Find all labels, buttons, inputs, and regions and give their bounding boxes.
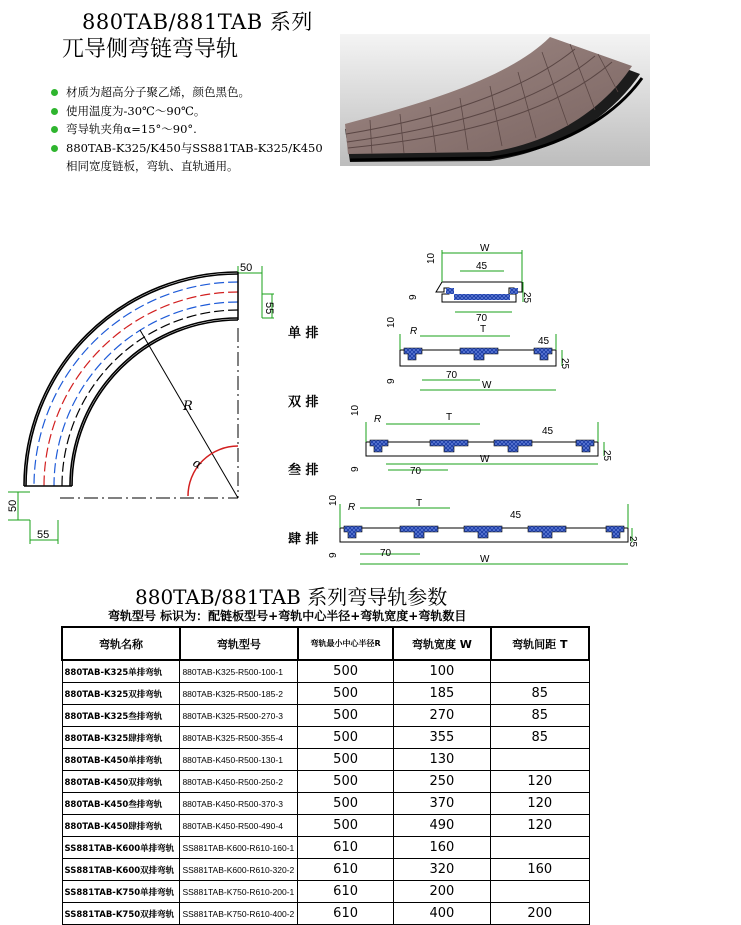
- col-header-model: 弯轨型号: [180, 627, 298, 660]
- table-row: [62, 793, 589, 815]
- cell-model: SS881TAB-K600-R610-320-2: [180, 859, 298, 881]
- cell-model: SS881TAB-K600-R610-160-1: [180, 837, 298, 859]
- radius-label: R: [183, 399, 193, 414]
- cell-spacing: 160: [491, 859, 589, 881]
- cell-radius: 500: [298, 660, 393, 683]
- cell-model: 880TAB-K450-R500-370-3: [180, 793, 298, 815]
- svg-text:25: 25: [521, 292, 532, 304]
- svg-text:9: 9: [408, 294, 419, 300]
- table-row: [62, 837, 589, 859]
- row-label-single: 单 排: [288, 326, 319, 341]
- svg-text:10: 10: [386, 316, 397, 328]
- cell-name: 880TAB-K450双排弯轨: [62, 771, 180, 793]
- svg-text:R: R: [374, 414, 382, 425]
- cell-name: 880TAB-K325肆排弯轨: [62, 727, 180, 749]
- row-label-triple: 叁 排: [288, 463, 319, 478]
- feature-list: [48, 83, 323, 176]
- svg-text:W: W: [480, 243, 490, 254]
- cell-spacing: 85: [491, 683, 589, 705]
- cell-model: 880TAB-K325-R500-100-1: [180, 660, 298, 683]
- cell-name: 880TAB-K325叁排弯轨: [62, 705, 180, 727]
- svg-text:9: 9: [328, 552, 339, 558]
- profile-quad: [328, 494, 638, 565]
- dim-top: 50: [240, 262, 253, 274]
- cell-radius: 500: [298, 815, 393, 837]
- svg-text:45: 45: [542, 426, 554, 437]
- table-row: [62, 749, 589, 771]
- product-photo: [340, 34, 650, 166]
- dim-bottom: 55: [37, 529, 50, 541]
- section-title: 880TAB/881TAB 系列弯导轨参数: [135, 585, 448, 609]
- table-row: [62, 771, 589, 793]
- cell-width: 130: [393, 749, 490, 771]
- cell-name: 880TAB-K325单排弯轨: [62, 660, 180, 683]
- svg-text:T: T: [480, 324, 487, 335]
- svg-text:25: 25: [627, 536, 638, 548]
- cell-spacing: 120: [491, 815, 589, 837]
- table-row: [62, 705, 589, 727]
- cell-width: 320: [393, 859, 490, 881]
- angle-label: α: [190, 455, 205, 472]
- cell-model: 880TAB-K450-R500-250-2: [180, 771, 298, 793]
- cell-model: 880TAB-K450-R500-130-1: [180, 749, 298, 771]
- table-row: [62, 660, 589, 683]
- cell-name: SS881TAB-K600单排弯轨: [62, 837, 180, 859]
- cell-width: 250: [393, 771, 490, 793]
- profile-single: [408, 243, 532, 324]
- cell-radius: 610: [298, 837, 393, 859]
- col-header-radius: 弯轨最小中心半径R: [298, 627, 393, 660]
- cell-radius: 610: [298, 859, 393, 881]
- title-line-2: 兀导侧弯链弯导轨: [62, 37, 239, 62]
- cell-model: 880TAB-K325-R500-185-2: [180, 683, 298, 705]
- col-header-name: 弯轨名称: [62, 627, 180, 660]
- row-label-quad: 肆 排: [288, 532, 319, 547]
- svg-text:T: T: [416, 498, 423, 509]
- svg-text:45: 45: [538, 336, 550, 347]
- svg-text:10: 10: [426, 252, 437, 264]
- dim-left: 50: [7, 499, 19, 512]
- cell-model: 880TAB-K325-R500-270-3: [180, 705, 298, 727]
- section-subtitle: 弯轨型号 标识为：配链板型号+弯轨中心半径+弯轨宽度+弯轨数目: [108, 609, 467, 623]
- cell-width: 355: [393, 727, 490, 749]
- cell-model: 880TAB-K325-R500-355-4: [180, 727, 298, 749]
- svg-text:70: 70: [410, 466, 422, 477]
- cell-width: 270: [393, 705, 490, 727]
- cell-radius: 500: [298, 683, 393, 705]
- cell-width: 370: [393, 793, 490, 815]
- svg-text:45: 45: [510, 510, 522, 521]
- svg-text:T: T: [446, 412, 453, 423]
- col-header-width: 弯轨宽度 W: [393, 627, 490, 660]
- cell-model: SS881TAB-K750-R610-400-2: [180, 903, 298, 925]
- cell-radius: 610: [298, 881, 393, 903]
- cell-spacing: [491, 881, 589, 903]
- cell-width: 100: [393, 660, 490, 683]
- cell-name: 880TAB-K450肆排弯轨: [62, 815, 180, 837]
- svg-text:W: W: [480, 454, 490, 465]
- spec-table: [61, 626, 590, 925]
- cell-spacing: 85: [491, 727, 589, 749]
- feature-item: 材质为超高分子聚乙烯，颜色黑色。: [48, 83, 323, 102]
- svg-text:10: 10: [350, 404, 361, 416]
- svg-text:70: 70: [380, 548, 392, 559]
- svg-text:W: W: [480, 554, 490, 565]
- cell-name: SS881TAB-K600双排弯轨: [62, 859, 180, 881]
- cell-radius: 500: [298, 793, 393, 815]
- svg-text:9: 9: [386, 378, 397, 384]
- cell-spacing: 85: [491, 705, 589, 727]
- feature-item: 使用温度为-30℃～90℃。: [48, 102, 323, 121]
- cell-name: SS881TAB-K750单排弯轨: [62, 881, 180, 903]
- cell-spacing: 200: [491, 903, 589, 925]
- curve-drawing: [0, 258, 300, 548]
- table-header-row: [62, 627, 589, 660]
- cell-width: 490: [393, 815, 490, 837]
- svg-text:9: 9: [350, 466, 361, 472]
- cell-radius: 500: [298, 771, 393, 793]
- cell-width: 200: [393, 881, 490, 903]
- svg-text:W: W: [482, 380, 492, 391]
- cell-radius: 610: [298, 903, 393, 925]
- cell-name: SS881TAB-K750双排弯轨: [62, 903, 180, 925]
- cell-name: 880TAB-K450叁排弯轨: [62, 793, 180, 815]
- cell-model: 880TAB-K450-R500-490-4: [180, 815, 298, 837]
- svg-text:70: 70: [476, 313, 488, 324]
- feature-item: 弯导轨夹角α=15°～90°.: [48, 120, 323, 139]
- title-line-1: 880TAB/881TAB 系列: [82, 10, 313, 34]
- cell-spacing: [491, 837, 589, 859]
- col-header-spacing: 弯轨间距 T: [491, 627, 589, 660]
- cell-spacing: 120: [491, 771, 589, 793]
- svg-text:R: R: [410, 326, 418, 337]
- svg-text:45: 45: [476, 261, 488, 272]
- table-row: [62, 859, 589, 881]
- profile-double: [386, 316, 570, 391]
- cell-width: 400: [393, 903, 490, 925]
- cell-width: 185: [393, 683, 490, 705]
- cell-spacing: 120: [491, 793, 589, 815]
- dim-right: 55: [263, 302, 275, 315]
- cell-spacing: [491, 660, 589, 683]
- feature-item: 880TAB-K325/K450与SS881TAB-K325/K450 相同宽度链板，弯轨、直轨通用。: [48, 139, 323, 176]
- svg-text:70: 70: [446, 370, 458, 381]
- svg-text:25: 25: [559, 358, 570, 370]
- cell-model: SS881TAB-K750-R610-200-1: [180, 881, 298, 903]
- row-label-double: 双 排: [288, 395, 319, 410]
- table-body: [62, 660, 589, 925]
- svg-text:10: 10: [328, 494, 339, 506]
- cell-name: 880TAB-K450单排弯轨: [62, 749, 180, 771]
- cell-spacing: [491, 749, 589, 771]
- cell-width: 160: [393, 837, 490, 859]
- svg-text:R: R: [348, 502, 356, 513]
- profile-triple: [350, 404, 612, 477]
- cell-name: 880TAB-K325双排弯轨: [62, 683, 180, 705]
- cell-radius: 500: [298, 727, 393, 749]
- table-row: [62, 727, 589, 749]
- cell-radius: 500: [298, 705, 393, 727]
- table-row: [62, 683, 589, 705]
- svg-text:25: 25: [601, 450, 612, 462]
- table-row: [62, 903, 589, 925]
- table-row: [62, 881, 589, 903]
- cell-radius: 500: [298, 749, 393, 771]
- profile-drawings: [330, 238, 740, 568]
- table-row: [62, 815, 589, 837]
